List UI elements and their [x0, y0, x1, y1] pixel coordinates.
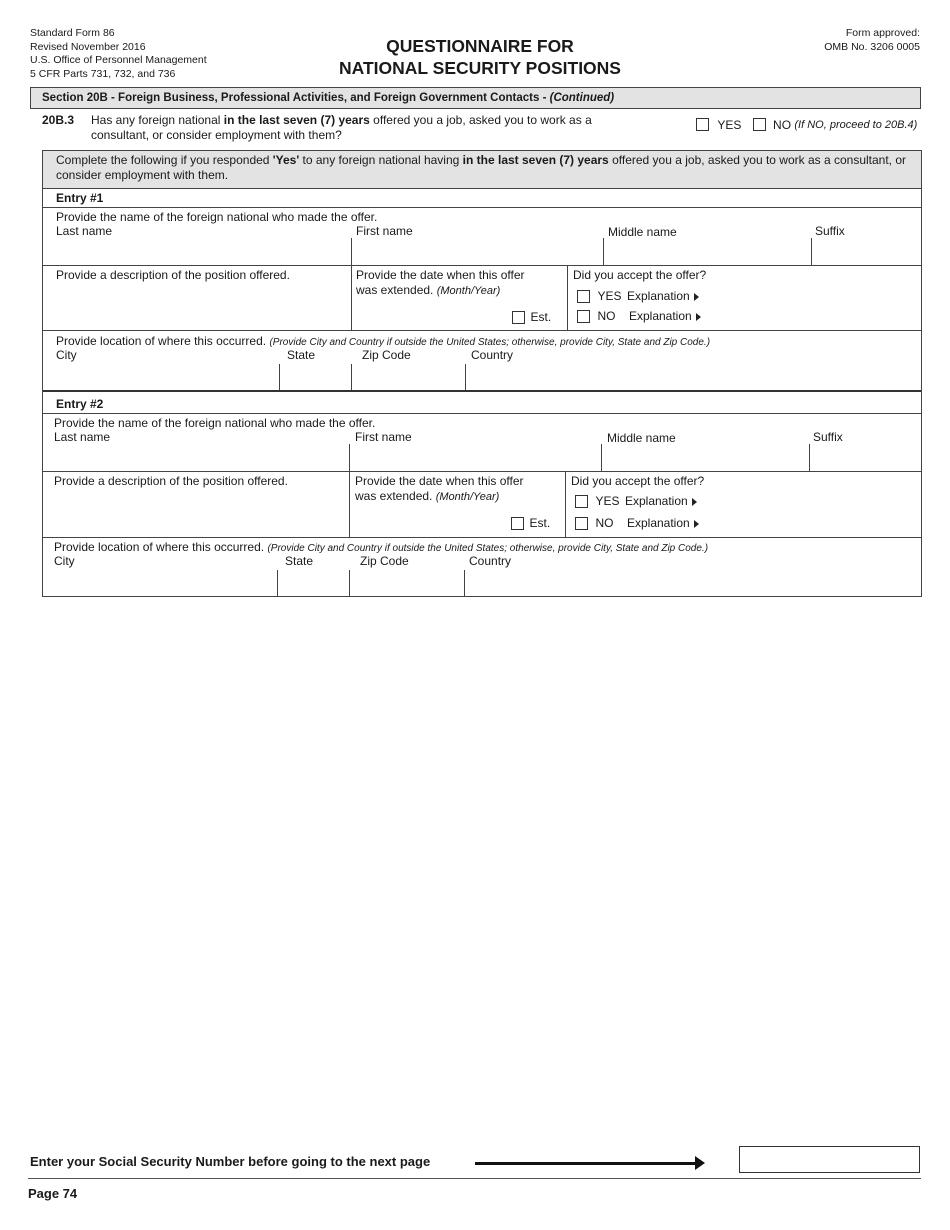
entry-2-est-label: Est.: [529, 516, 551, 530]
yes-label: YES: [717, 117, 742, 132]
entry-1-accept-no-checkbox[interactable]: [577, 310, 590, 323]
entry-1-state-label: State: [287, 348, 316, 362]
entry-2-country-input[interactable]: [467, 571, 918, 595]
entry-2-name-prompt: Provide the name of the foreign national who made the offer.: [54, 416, 376, 430]
entry-2-location-prompt: Provide location of where this occurred. (Provide City and Country if outside the United States; otherwise, provide City, State and Zip Code.): [54, 540, 709, 554]
entry-2-middle-name-label: Middle name: [607, 431, 676, 445]
entry-1-location-prompt: Provide location of where this occurred. (Provide City and Country if outside the United States; otherwise, provide City, State and Zip Code.): [56, 334, 711, 348]
entry-1-title: Entry #1: [56, 191, 104, 205]
entry-1-position-input[interactable]: [56, 284, 346, 328]
section-header: [30, 87, 921, 109]
entry-2-zip-input[interactable]: [352, 571, 461, 595]
entry-2-accept-yes-checkbox[interactable]: [575, 495, 588, 508]
section-title: Section 20B - Foreign Business, Professional Activities, and Foreign Government Contacts -: [42, 92, 550, 104]
ssn-input[interactable]: [739, 1146, 920, 1173]
no-label: NO: [773, 117, 792, 132]
form-approved-label: Form approved:: [845, 27, 920, 39]
entry-1-est-checkbox[interactable]: [512, 311, 525, 324]
omb-approval: [824, 27, 920, 54]
entry-1-city-input[interactable]: [56, 365, 276, 389]
entry-1-last-name-input[interactable]: [56, 240, 346, 264]
entry-1-first-name-input[interactable]: [354, 240, 599, 264]
question-number: 20B.3: [42, 113, 75, 127]
entry-2-accept-no-checkbox[interactable]: [575, 517, 588, 530]
instruction-text: Complete the following if you responded 'Yes' to any foreign national having in the last seven (7) years offered you a job, asked you to work as a consultant, or consider employment with them.: [43, 151, 921, 189]
entry-1-state-input[interactable]: [282, 365, 348, 389]
yes-checkbox[interactable]: [696, 118, 709, 131]
page-title: [300, 35, 660, 79]
entry-2-yes-explanation-label: Explanation: [624, 494, 688, 508]
entry-1-last-name-label: Last name: [56, 224, 113, 238]
entry-2-suffix-label: Suffix: [813, 430, 843, 444]
entry-1-middle-name-label: Middle name: [608, 225, 677, 239]
entry-1-accept-no-label: NO: [597, 309, 616, 323]
entry-2-last-name-input[interactable]: [54, 446, 344, 470]
entry-1-no-arrow-icon[interactable]: [696, 313, 701, 321]
entry-2-yes-arrow-icon[interactable]: [692, 498, 697, 506]
entry-1-middle-name-input[interactable]: [606, 240, 806, 264]
entry-1-suffix-label: Suffix: [815, 224, 845, 238]
omb-number: OMB No. 3206 0005: [824, 40, 920, 53]
entry-1-no-explanation-label: Explanation: [628, 309, 692, 323]
no-checkbox[interactable]: [753, 118, 766, 131]
form-number: Standard Form 86: [30, 27, 115, 39]
arrow-line-icon: [475, 1162, 697, 1165]
entry-2-state-label: State: [285, 554, 314, 568]
entry-2-first-name-input[interactable]: [352, 446, 597, 470]
entry-2-accept-label: Did you accept the offer?: [571, 474, 705, 488]
question-options: [696, 117, 917, 132]
footer-divider: [28, 1178, 921, 1179]
entry-2-no-explanation-label: Explanation: [626, 516, 690, 530]
entry-2-middle-name-input[interactable]: [604, 446, 804, 470]
no-note: (If NO, proceed to 20B.4): [794, 119, 918, 131]
entry-2-first-name-label: First name: [355, 430, 412, 444]
entry-2-date-label: Provide the date when this offer was extended. (Month/Year): [355, 474, 524, 503]
entry-2-title: Entry #2: [56, 397, 104, 411]
form-identifier: [30, 27, 207, 81]
entry-1-accept-yes-label: YES: [597, 289, 622, 303]
entry-1-name-prompt: Provide the name of the foreign national who made the offer.: [56, 210, 378, 224]
entry-2-state-input[interactable]: [280, 571, 346, 595]
entry-1-date-label: Provide the date when this offer was extended. (Month/Year): [356, 268, 525, 297]
entry-1-city-label: City: [56, 348, 77, 362]
form-regulation: 5 CFR Parts 731, 732, and 736: [30, 67, 176, 80]
entry-2-city-label: City: [54, 554, 75, 568]
entry-1-yes-arrow-icon[interactable]: [694, 293, 699, 301]
entry-2-position-input[interactable]: [54, 490, 344, 534]
entry-1-yes-explanation-label: Explanation: [626, 289, 690, 303]
arrow-right-icon: [695, 1156, 705, 1170]
title-line-1: QUESTIONNAIRE FOR: [386, 36, 574, 56]
entry-1-country-input[interactable]: [468, 365, 918, 389]
entry-1-zip-label: Zip Code: [362, 348, 411, 362]
entry-1-position-label: Provide a description of the position offered.: [56, 268, 290, 282]
entry-2-country-label: Country: [469, 554, 512, 568]
entry-2-accept-no-label: NO: [595, 516, 614, 530]
section-title-suffix: (Continued): [549, 92, 615, 104]
entry-1-est-label: Est.: [530, 310, 552, 324]
entry-1-suffix-input[interactable]: [814, 240, 918, 264]
entry-2-no-arrow-icon[interactable]: [694, 520, 699, 528]
entry-1-first-name-label: First name: [356, 224, 413, 238]
entry-2-accept-yes-label: YES: [595, 494, 620, 508]
entry-2-city-input[interactable]: [54, 571, 274, 595]
entry-1-country-label: Country: [471, 348, 514, 362]
form-revision: Revised November 2016: [30, 40, 146, 53]
entry-2-position-label: Provide a description of the position offered.: [54, 474, 288, 488]
form-agency: U.S. Office of Personnel Management: [30, 54, 207, 66]
title-line-2: NATIONAL SECURITY POSITIONS: [339, 58, 621, 78]
entry-2-last-name-label: Last name: [54, 430, 111, 444]
entry-1-accept-label: Did you accept the offer?: [573, 268, 707, 282]
entry-2-zip-label: Zip Code: [360, 554, 409, 568]
question-text: Has any foreign national in the last seven (7) years offered you a job, asked you to work as a consultant, or consider employment with them?: [91, 113, 592, 142]
ssn-prompt: Enter your Social Security Number before going to the next page: [30, 1154, 431, 1169]
page-number: Page 74: [28, 1186, 78, 1201]
entry-2-suffix-input[interactable]: [812, 446, 918, 470]
entry-1-accept-yes-checkbox[interactable]: [577, 290, 590, 303]
entry-1-zip-input[interactable]: [354, 365, 462, 389]
entry-2-est-checkbox[interactable]: [511, 517, 524, 530]
